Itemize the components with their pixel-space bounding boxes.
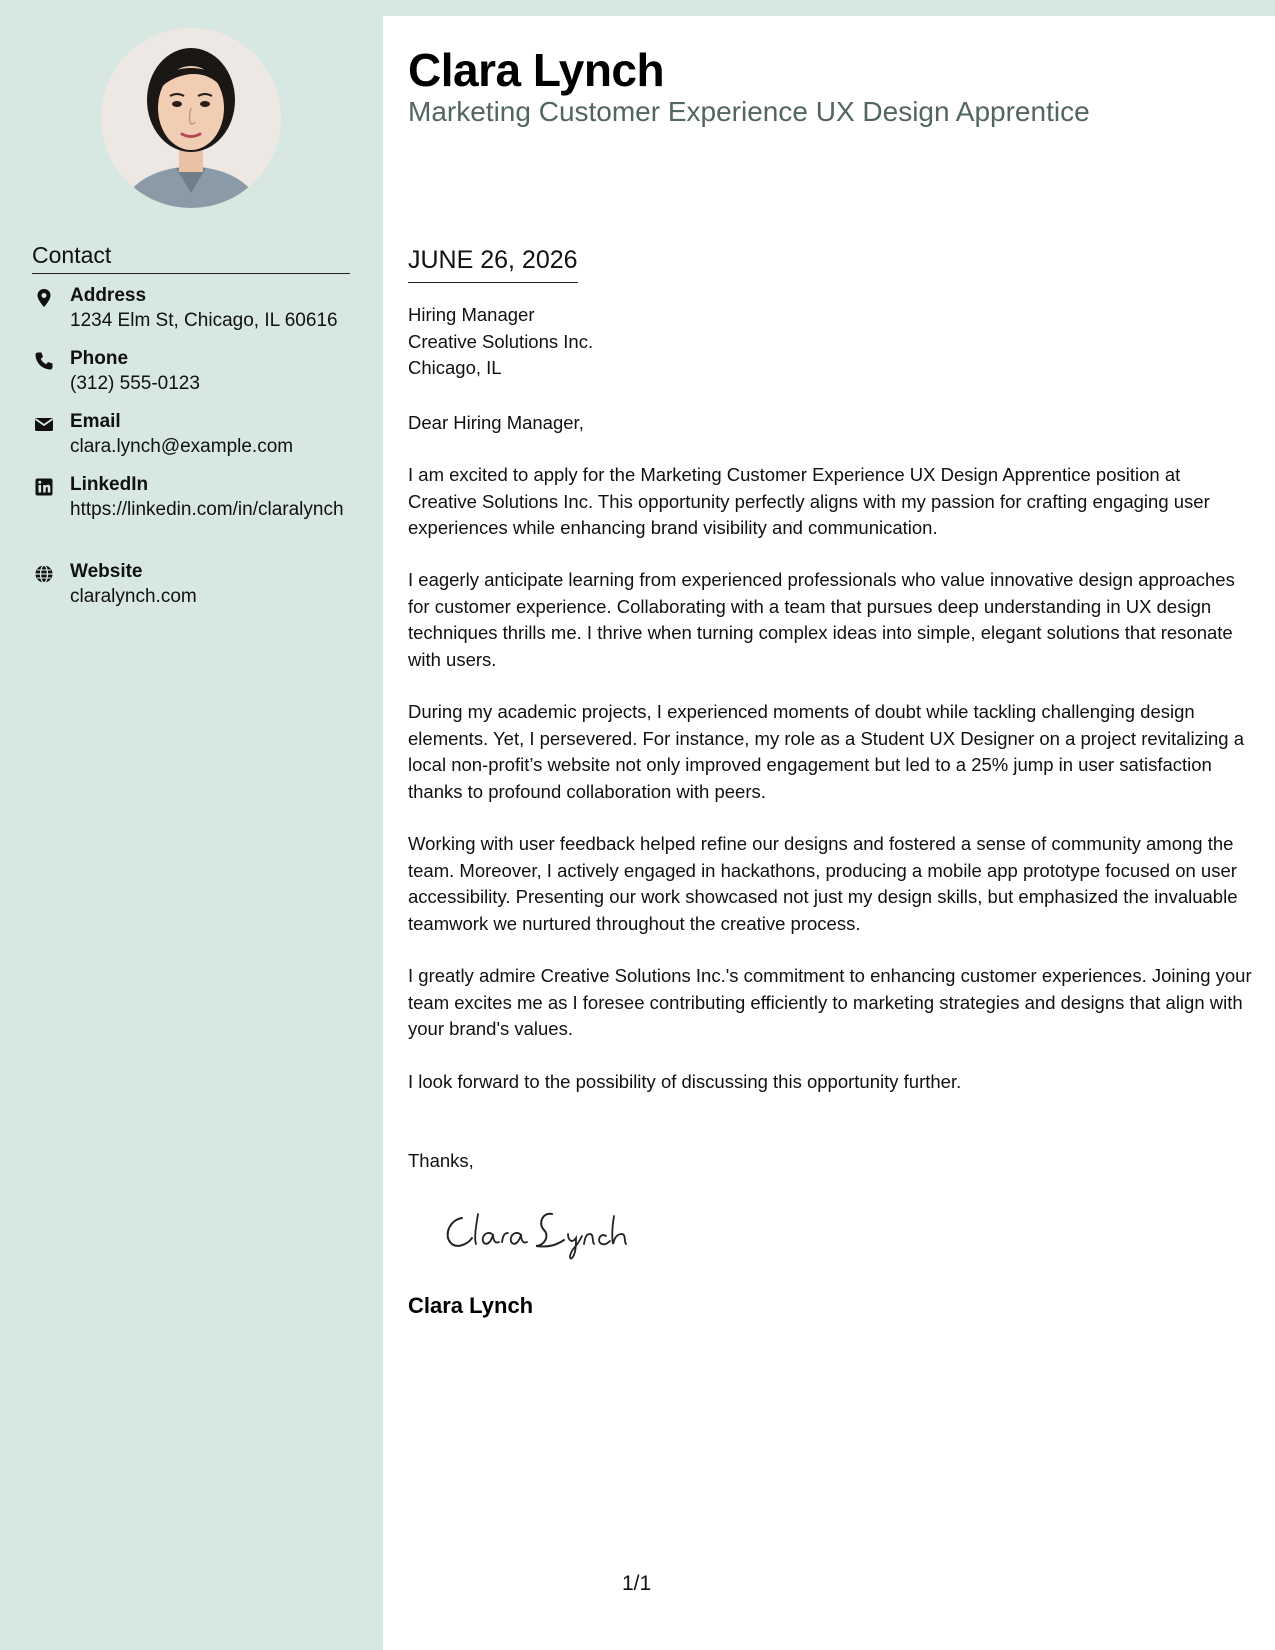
paragraph: I look forward to the possibility of discussing this opportunity further. xyxy=(408,1071,962,1092)
paragraph: Working with user feedback helped refine our designs and fostered a sense of community among the team. Moreover, I actively engaged in hackathons, producing a mobile app prototype focused on user accessibility. Presenting our work showcased not just my design skills, but emphasized the invaluable teamwork we nurtured throughout the creative process. xyxy=(408,833,1238,934)
paragraph: I am excited to apply for the Marketing Customer Experience UX Design Apprentice position at Creative Solutions Inc. This opportunity perfectly aligns with my passion for crafting engaging user experiences while enhancing brand visibility and communication. xyxy=(408,464,1210,538)
contact-value: 1234 Elm St, Chicago, IL 60616 xyxy=(70,310,338,331)
applicant-name: Clara Lynch xyxy=(408,44,665,96)
phone-icon xyxy=(34,351,54,371)
linkedin-icon xyxy=(34,477,54,497)
salutation: Dear Hiring Manager, xyxy=(408,412,584,433)
contact-value[interactable]: clara.lynch@example.com xyxy=(70,436,294,457)
map-pin-icon xyxy=(34,288,54,308)
recipient-block xyxy=(408,302,593,382)
recipient-line: Chicago, IL xyxy=(408,357,502,378)
letter-date: JUNE 26, 2026 xyxy=(408,244,578,283)
contact-value[interactable]: claralynch.com xyxy=(70,586,197,607)
contact-value: (312) 555-0123 xyxy=(70,373,200,394)
envelope-icon xyxy=(34,414,54,434)
contact-heading: Contact xyxy=(32,240,350,274)
page-number: 1/1 xyxy=(622,1572,652,1595)
recipient-line: Creative Solutions Inc. xyxy=(408,330,594,352)
paragraph: During my academic projects, I experienced moments of doubt while tackling challenging design elements. Yet, I persevered. For instance, my role as a Student UX Designer on a project revitalizing a local non-profit’s website not only improved engagement but led to a 25% jump in user satisfaction thanks to profound collaboration with peers. xyxy=(408,701,1245,802)
contact-label: Email xyxy=(70,411,121,432)
contact-label: LinkedIn xyxy=(70,474,149,495)
avatar xyxy=(101,28,281,208)
closing: Thanks, xyxy=(408,1150,474,1171)
recipient-line: Hiring Manager xyxy=(408,304,535,325)
paragraph: I eagerly anticipate learning from experienced professionals who value innovative design approaches for customer experience. Collaborating with a team that pursues deep understanding in UX design techniques thrills me. I thrive when turning complex ideas into simple, elegant solutions that resonate with users. xyxy=(408,569,1235,670)
paragraph: I greatly admire Creative Solutions Inc.'s commitment to enhancing customer experiences. Joining your team excites me as I foresee contributing efficiently to marketing strategies and designs that align with your brand's values. xyxy=(408,965,1252,1039)
signed-name: Clara Lynch xyxy=(408,1293,534,1318)
contact-value[interactable]: https://linkedin.com/in/claralynch xyxy=(70,499,344,520)
applicant-role: Marketing Customer Experience UX Design Apprentice xyxy=(408,96,1090,127)
globe-icon xyxy=(34,564,54,584)
handwritten-signature xyxy=(440,1200,640,1260)
contact-label: Website xyxy=(70,561,143,582)
contact-label: Address xyxy=(70,285,147,306)
contact-label: Phone xyxy=(70,348,129,369)
